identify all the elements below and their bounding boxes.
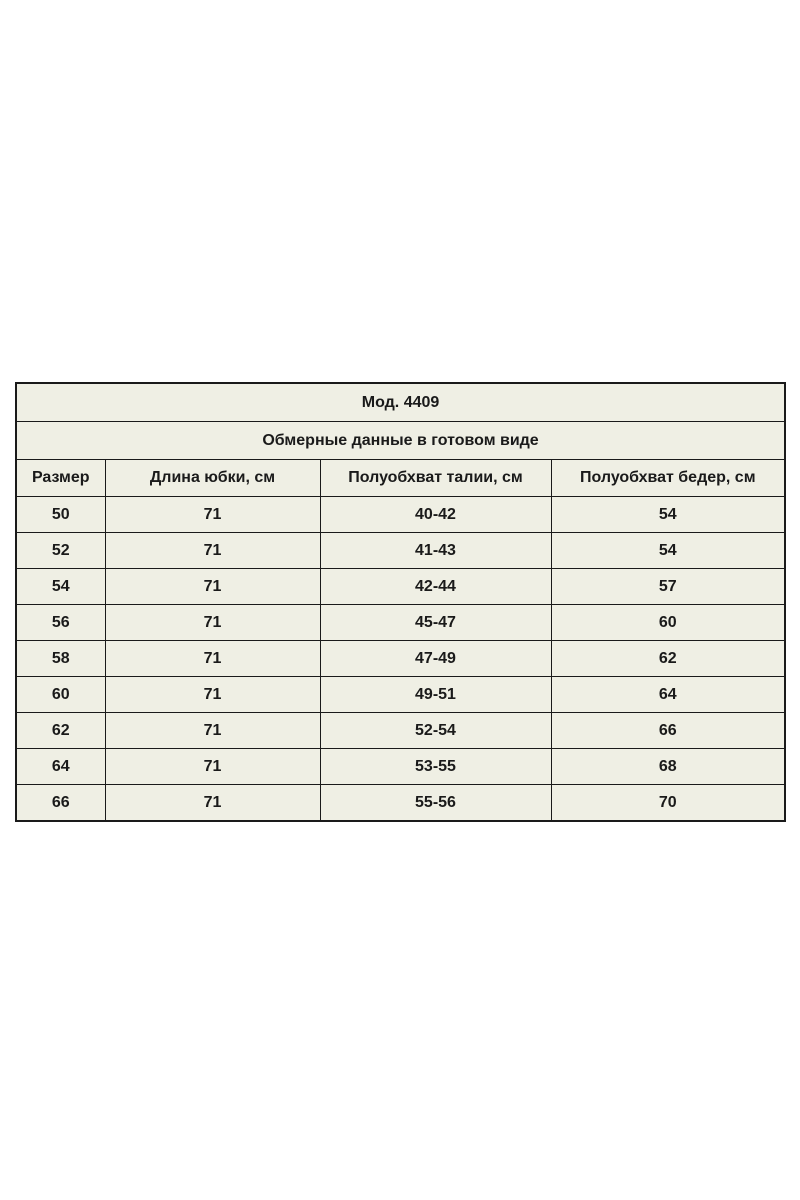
table-row: [16, 569, 785, 605]
cell-waist: 42-44: [320, 569, 551, 605]
cell-waist: 45-47: [320, 605, 551, 641]
cell-hips: 57: [551, 569, 785, 605]
cell-size: 52: [16, 533, 105, 569]
table-row: [16, 605, 785, 641]
cell-waist: 52-54: [320, 713, 551, 749]
cell-skirt-length: 71: [105, 785, 320, 822]
cell-hips: 54: [551, 497, 785, 533]
cell-hips: 64: [551, 677, 785, 713]
table-subtitle: Обмерные данные в готовом виде: [16, 422, 785, 460]
cell-waist: 53-55: [320, 749, 551, 785]
cell-hips: 60: [551, 605, 785, 641]
cell-hips: 62: [551, 641, 785, 677]
cell-skirt-length: 71: [105, 641, 320, 677]
cell-size: 56: [16, 605, 105, 641]
table-row: [16, 497, 785, 533]
cell-size: 60: [16, 677, 105, 713]
table-row: [16, 785, 785, 822]
cell-hips: 54: [551, 533, 785, 569]
table-row: [16, 713, 785, 749]
title-row: [16, 383, 785, 422]
column-header-size: Размер: [16, 460, 105, 497]
column-header-row: [16, 460, 785, 497]
cell-waist: 55-56: [320, 785, 551, 822]
table-row: [16, 677, 785, 713]
column-header-waist: Полуобхват талии, см: [320, 460, 551, 497]
cell-hips: 66: [551, 713, 785, 749]
size-chart-table: [15, 382, 786, 822]
cell-waist: 40-42: [320, 497, 551, 533]
cell-size: 64: [16, 749, 105, 785]
cell-skirt-length: 71: [105, 533, 320, 569]
cell-skirt-length: 71: [105, 605, 320, 641]
table-row: [16, 749, 785, 785]
table-row: [16, 533, 785, 569]
model-title: Мод. 4409: [16, 383, 785, 422]
column-header-hips: Полуобхват бедер, см: [551, 460, 785, 497]
cell-size: 54: [16, 569, 105, 605]
column-header-skirt-length: Длина юбки, см: [105, 460, 320, 497]
cell-waist: 41-43: [320, 533, 551, 569]
cell-hips: 68: [551, 749, 785, 785]
cell-size: 66: [16, 785, 105, 822]
cell-waist: 49-51: [320, 677, 551, 713]
cell-skirt-length: 71: [105, 713, 320, 749]
subtitle-row: [16, 422, 785, 460]
cell-size: 50: [16, 497, 105, 533]
cell-skirt-length: 71: [105, 677, 320, 713]
cell-size: 62: [16, 713, 105, 749]
cell-waist: 47-49: [320, 641, 551, 677]
cell-skirt-length: 71: [105, 749, 320, 785]
cell-hips: 70: [551, 785, 785, 822]
table-row: [16, 641, 785, 677]
cell-skirt-length: 71: [105, 497, 320, 533]
cell-size: 58: [16, 641, 105, 677]
cell-skirt-length: 71: [105, 569, 320, 605]
